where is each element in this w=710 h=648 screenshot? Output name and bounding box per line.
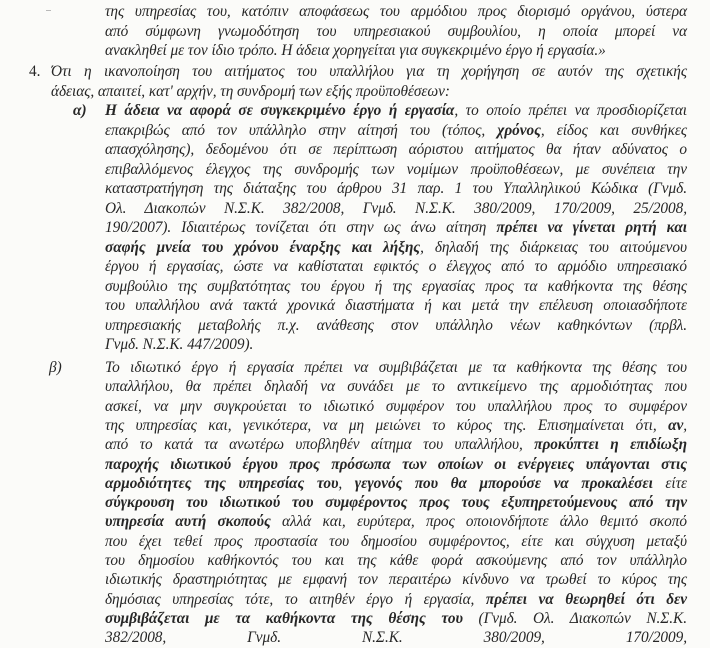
sub-b-line (105, 435, 687, 454)
sub-b-line (105, 512, 687, 531)
text-run: 190/2007). Ιδιαιτέρως τονίζεται ότι στην ως άνω αίτηση (105, 219, 497, 236)
sub-b-line (105, 474, 687, 493)
sub-b-marker: β) (49, 359, 62, 376)
text-run: 382/2008, Γνμδ. Ν.Σ.Κ. 380/2009, 170/2009, (105, 629, 687, 647)
emphasized-text: σύγκρουση του ιδιωτικού του συμφέροντος προς τους εξυπηρετούμενους από την (105, 494, 687, 512)
text-run: ιδιωτικής δραστηριότητας με εμφανή τον περαιτέρω κίνδυνο να τρωθεί το κύρος της (105, 571, 687, 589)
top-paragraph-line: της υπηρεσίας του, κατόπιν αποφάσεως του αρμόδιου προς διορισμό οργάνου, ύστερα (105, 3, 687, 20)
text-run: δημόσιας υπηρεσίας τότε, το αιτηθέν έργο ή εργασία, (105, 590, 486, 608)
sub-a-line (105, 257, 687, 276)
text-run: υπαλλήλου, θα πρέπει δηλαδή να συνάδει με το αντικείμενο της αρμοδιότητας που (105, 378, 687, 396)
text-run: του δημοσίου καθήκοντός του και της κάθε φορά ασκούμενης από τον υπάλληλο (105, 552, 687, 569)
text-run: καταστρατήγηση της διάταξης του άρθρου 31 παρ. 1 του Υπαλληλικού Κώδικα (Γνμδ. (105, 180, 687, 197)
sub-a-line (105, 121, 687, 140)
sub-a-line (105, 160, 687, 179)
text-run: είτε (652, 474, 687, 492)
sub-a-line (105, 316, 687, 335)
text-run: που έχει τεθεί προς προστασία του δημοσίου συμφέροντος, είτε και σύγχυση μεταξύ (105, 532, 687, 550)
emphasized-text: παροχής ιδιωτικού έργου προς πρόσωπα των οποίων οι ενέργειες υπάγονται στις (105, 455, 687, 473)
emphasized-text: πρέπει να γίνεται ρητή και (496, 219, 687, 236)
text-run: , είδος και συνθήκες (540, 121, 687, 139)
text-run: αλλά και, ευρύτερα, προς οποιονδήποτε άλλο θεμιτό σκοπό (270, 513, 687, 531)
sub-a-line (105, 277, 687, 296)
sub-b-line (105, 416, 687, 435)
emphasized-text: προκύπτει η επιδίωξη (534, 436, 687, 454)
emphasized-text: χρόνος (497, 121, 541, 139)
text-run: από το κατά τα ανωτέρω υποβληθέν αίτημα του υπαλλήλου, (105, 436, 535, 454)
emphasized-text: σαφής μνεία του χρόνου έναρξης και λήξης (105, 238, 421, 256)
sub-b-line (105, 590, 687, 609)
sub-b-line (105, 493, 687, 512)
sub-b-line (105, 358, 687, 377)
text-run: Το ιδιωτικό έργο ή εργασία πρέπει να συμβιβάζεται με τα καθήκοντα της θέσης του (105, 359, 687, 376)
sub-a-line (105, 199, 687, 218)
sub-a-line (105, 179, 687, 198)
text-run: (Γνμδ. Ολ. Διακοπών Ν.Σ.Κ. (462, 609, 687, 627)
text-run: της υπηρεσίας και, γενικότερα, να μη μειώνει το κύρος της. Επισημαίνεται ότι, (105, 416, 669, 434)
emphasized-text: υπηρεσία αυτή σκοπούς (105, 513, 271, 531)
text-run: έργου ή εργασίας, ώστε να καθίσταται εφικτός ο έλεγχος από το αρμόδιο υπηρεσιακό (105, 258, 687, 275)
text-run: ασκεί, να μην συγκρούεται το ιδιωτικό συμφέρον του υπαλλήλου προς το συμφέρον (105, 397, 687, 415)
sub-a-line (105, 238, 687, 257)
sub-a-line (105, 140, 687, 159)
emphasized-text: αν (668, 416, 684, 434)
text-run: , το οποίο πρέπει να προσδιορίζεται (454, 102, 687, 119)
top-paragraph-line: ανακληθεί με τον ίδιο τρόπο. Η άδεια χορηγείται για συγκεκριμένο έργο ή εργασία.» (105, 42, 606, 59)
text-run: Ολ. Διακοπών Ν.Σ.Κ. 382/2008, Γνμδ. Ν.Σ.Κ. 380/2009, 170/2009, 25/2008, (105, 199, 687, 217)
emphasized-text: πρέπει να θεωρηθεί ότι δεν (485, 590, 688, 608)
text-run: συμβούλιο της συμβατότητας του έργου ή της εργασίας προς τα καθήκοντα της θέσης (105, 277, 687, 295)
sub-a-marker: α) (73, 102, 87, 119)
text-run: του υπαλλήλου ανά τακτά χρονικά διαστήματα ή και μετά την επέλευση οποιασδήποτε (105, 297, 687, 314)
text-run: απασχόλησης), δεδομένου ότι σε περίπτωση αόριστου αιτήματος θα ήταν αδύνατος ο (105, 141, 687, 158)
text-run: υπηρεσιακής μεταβολής π.χ. ανάθεσης στον υπάλληλο νέων καθηκόντων (πρβλ. (105, 316, 687, 334)
sub-a-line (105, 335, 253, 354)
sub-b-line (105, 455, 687, 474)
text-run: , (338, 474, 355, 492)
item4-line: Ότι η ικανοποίηση του αιτήματος του υπαλλήλου για τη χορήγηση σε αυτόν της σχετικής (51, 63, 687, 80)
item4-marker: 4. (29, 63, 41, 80)
text-run: , (683, 416, 687, 434)
sub-b-line (105, 397, 687, 416)
sub-b-line (105, 377, 687, 396)
sub-b-line (105, 609, 687, 628)
text-run: επιβαλλόμενος έλεγχος της συνδρομής των νομίμων προϋποθέσεων, με συνέπεια την (105, 160, 687, 178)
item4-line: άδειας, απαιτεί, κατ' αρχήν, τη συνδρομή των εξής προϋποθέσεων: (51, 82, 450, 100)
sub-a-line (105, 296, 687, 315)
emphasized-text: αρμοδιότητες της υπηρεσίας του (105, 474, 339, 492)
sub-a-line (105, 101, 687, 120)
sub-a-line (105, 218, 687, 237)
top-paragraph-line: από σύμφωνη γνωμοδότηση του υπηρεσιακού συμβουλίου, η οποία μπορεί να (105, 22, 687, 40)
sub-b-line (105, 551, 687, 570)
text-run: Γνμδ. Ν.Σ.Κ. 447/2009). (105, 336, 254, 353)
emphasized-text: Η άδεια να αφορά σε συγκεκριμένο έργο ή εργασία (105, 102, 455, 119)
sub-b-line (105, 532, 687, 551)
emphasized-text: γεγονός που θα μπορούσε να προκαλέσει (354, 474, 653, 492)
text-run: επακριβώς από τον υπάλληλο στην αίτησή του (τόπος, (105, 121, 498, 139)
emphasized-text: συμβιβάζεται με τα καθήκοντα της θέσης του (105, 609, 463, 627)
sub-b-line (105, 628, 687, 647)
scan-artifact-mark (46, 10, 51, 11)
text-run: , δηλαδή της διάρκειας του αιτούμενου (420, 238, 687, 256)
sub-b-line (105, 570, 687, 589)
